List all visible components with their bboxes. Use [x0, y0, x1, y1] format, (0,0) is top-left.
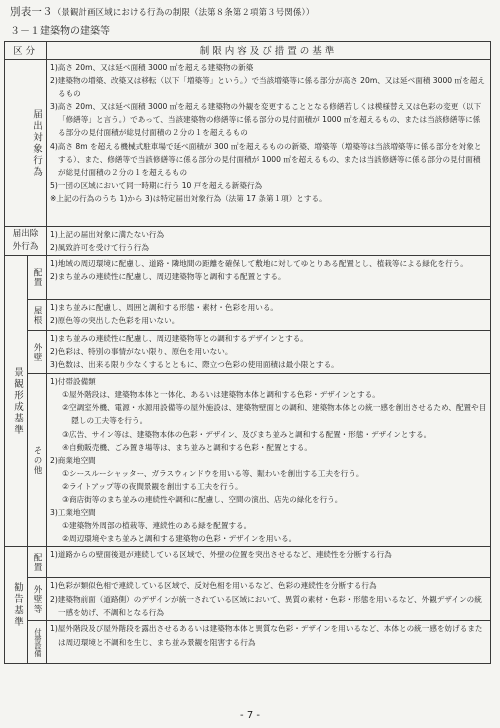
- list-item: 1)地域の周辺環境に配慮し、道路・隣地間の距離を確保して敷地に対してゆとりある配置とし、植栽等による緑化を行う。: [50, 259, 468, 269]
- page-title: [10, 4, 314, 19]
- section-heading: ３－１建築物の建築等: [10, 26, 110, 37]
- list-item: 3)高さ 20m、又は延べ面積 3000 ㎡を超える建築物の外観を変更することとなる修繕若しくは模様替え又は色彩の変更（以下「修繕等」と言う。）であって、当該建築物の修繕等に係る部分の見付面積が 1000 ㎡を超えるもの、または当該修繕等に係る部分の見付面積が総見付面積の２分の１を超えるもの: [50, 102, 482, 138]
- list-item: 3)色数は、出来る限り少なくするとともに、際立つ色彩の使用面積は最小限とする。: [50, 360, 339, 370]
- content-landscape-other: [47, 374, 491, 547]
- content-notification: [47, 60, 491, 227]
- list-item: ①屋外階段は、建築物本体と一体化、あるいは建築物本体と調和する色彩・デザインとする。: [62, 390, 380, 400]
- list-item: 2)建築物の増築、改築又は移転（以下「増築等」という。）で当該増築等に係る部分が高さ 20m、又は延べ面積 3000 ㎡を超えるもの: [50, 76, 485, 99]
- list-item: ①建築物外周部の植栽等、連続性のある緑を配置する。: [62, 521, 252, 531]
- sub-roof: 屋根: [28, 300, 47, 331]
- list-item: ②周辺環境やまち並みと調和する建築物の色彩・デザインを用いる。: [62, 534, 297, 544]
- content-advisory-equipment: [47, 621, 491, 664]
- row-landscape-placement: [5, 256, 491, 300]
- list-item: 1)上記の届出対象に満たない行為: [50, 230, 165, 239]
- list-item: 1)高さ 20m、又は延べ面積 3000 ㎡を超える建築物の新築: [50, 63, 254, 72]
- page-number: - 7 -: [240, 710, 260, 721]
- row-advisory-exterior: [5, 578, 491, 621]
- sub-advisory-equipment: 付帯設備: [28, 621, 47, 664]
- row-advisory-equipment: [5, 621, 491, 664]
- row-exemption: [5, 227, 491, 256]
- list-item: 5)一団の区域において同一時期に行う 10 戸を超える新築行為: [50, 180, 263, 190]
- list-item: ③商店街等のまち並みの連続性や調和に配慮し、空間の演出、店先の緑化を行う。: [62, 495, 343, 505]
- list-item: ②空調室外機、電源・水源用設備等の屋外施設は、建築物壁面との調和、建築物本体との統一感を創出させるため、配置や目隠しの工夫等を行う。: [62, 403, 487, 426]
- title-sub: （景観計画区域における行為の制限（法第８条第２項第３号関係））: [52, 7, 315, 17]
- list-item: 1)道路からの壁面後退が連続している区域で、外壁の位置を突出させるなど、連続性を分断する行為: [50, 550, 392, 560]
- category-exemption-line2: 外行為: [12, 242, 39, 252]
- list-item: 1)まち並みに配慮し、周囲と調和する形態・素材・色彩を用いる。: [50, 303, 279, 313]
- list-item: 1)色彩が類似色相で連続している区域で、反対色相を用いるなど、色彩の連続性を分断する行為: [50, 581, 377, 591]
- header-category: 区分: [5, 42, 47, 60]
- category-exemption: [5, 227, 47, 256]
- list-item: ④自動販売機、ごみ置き場等は、まち並みと調和する色彩・配置とする。: [62, 442, 312, 452]
- group-title: 2)商業地空間: [50, 455, 96, 465]
- table-header-row: [5, 42, 491, 60]
- list-item: 2)原色等の突出した色彩を用いない。: [50, 316, 180, 326]
- content-advisory-placement: [47, 547, 491, 578]
- content-landscape-exterior: [47, 331, 491, 374]
- content-landscape-placement: [47, 256, 491, 300]
- list-item: 2)建築物前面（道路側）のデザインが統一されている区域において、異質の素材・色彩・形態を用いるなど、外観デザインの統一感を妨げ、不調和となる行為: [50, 594, 482, 617]
- list-item: 2)色彩は、特別の事情がない限り、原色を用いない。: [50, 347, 233, 357]
- content-advisory-exterior: [47, 578, 491, 621]
- list-item: 2)まち並みの連続性に配慮し、周辺建築物等と調和する配置とする。: [50, 272, 286, 282]
- category-landscape: 景観形成基準: [5, 256, 28, 547]
- header-content: 制限内容及び措置の基準: [47, 42, 491, 60]
- row-notification: [5, 60, 491, 227]
- sub-advisory-exterior: 外壁等: [28, 578, 47, 621]
- row-landscape-other: [5, 374, 491, 547]
- sub-other: その他: [28, 374, 47, 547]
- sub-advisory-placement: 配置: [28, 547, 47, 578]
- row-landscape-roof: [5, 300, 491, 331]
- row-landscape-exterior: [5, 331, 491, 374]
- list-item: 2)風致許可を受けて行う行為: [50, 243, 149, 253]
- list-item: 4)高さ 8m を超える機械式駐車場で延べ面積が 300 ㎡を超えるものの新築、増築等（増築等は当該増築等に係る部分を対象とする）、また、修繕等で当該修繕等に係る部分の見付面積が 1000 ㎡を超えるもの、または当該修繕等に係る部分の見付面積が総見付面積の２分の１を超えるもの: [50, 141, 482, 177]
- sub-exterior: 外壁: [28, 331, 47, 374]
- category-exemption-line1: 届出除: [12, 229, 39, 239]
- sub-placement: 配置: [28, 256, 47, 300]
- regulation-table: [4, 41, 491, 664]
- list-item: ②ライトアップ等の夜間景観を創出する工夫を行う。: [62, 481, 243, 491]
- list-item: 1)まち並みの連続性に配慮し、周辺建築物等との調和するデザインとする。: [50, 334, 308, 344]
- category-advisory: 勧告基準: [5, 547, 28, 664]
- list-item: 1)屋外階段及び屋外階段を露出させるあるいは建築物本体と異質な色彩・デザインを用いるなど、本体との統一感を妨げるまたは周辺環境と不調和を生じ、まち並み景観を阻害する行為: [50, 624, 483, 647]
- list-item: ※上記の行為のうち 1)から 3)は特定届出対象行為（法第 17 条第１項）とする。: [50, 193, 327, 203]
- list-item: ①シースルーシャッター、ガラスウィンドウを用いる等、賑わいを創出する工夫を行う。: [62, 468, 364, 478]
- category-notification: 届出対象行為: [5, 60, 47, 227]
- group-title: 1)付帯設備類: [50, 377, 96, 387]
- title-main: 別表一３: [10, 6, 53, 18]
- content-exemption: [47, 227, 491, 256]
- content-landscape-roof: [47, 300, 491, 331]
- list-item: ③広告、サイン等は、建築物本体の色彩・デザイン、及びまち並みと調和する配置・形態・デザインとする。: [62, 429, 432, 439]
- group-title: 3)工業地空間: [50, 508, 96, 518]
- row-advisory-placement: [5, 547, 491, 578]
